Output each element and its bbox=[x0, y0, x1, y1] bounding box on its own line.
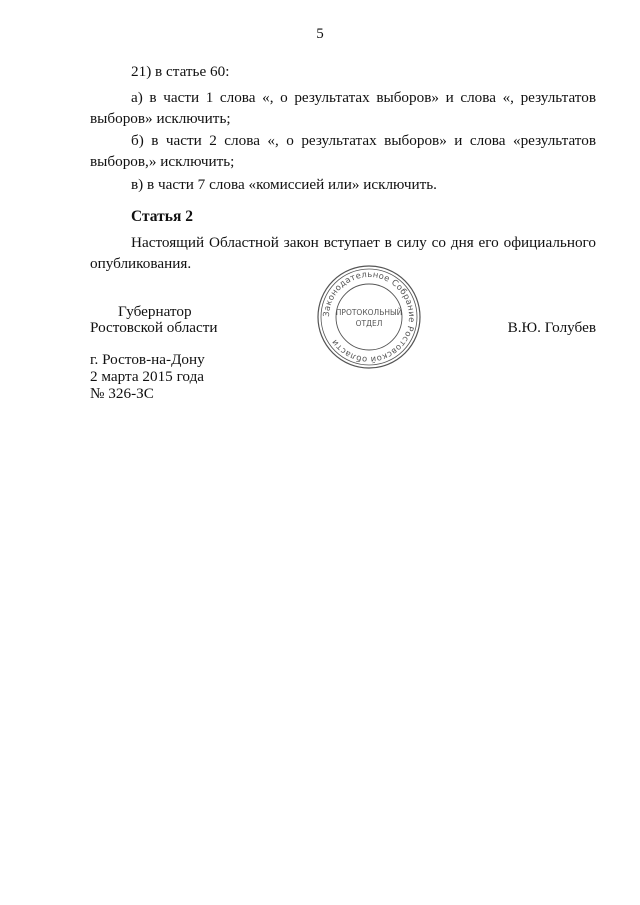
signatory-title: Губернатор bbox=[118, 303, 192, 320]
law-number: № 326-ЗС bbox=[90, 385, 154, 402]
date: 2 марта 2015 года bbox=[90, 368, 205, 385]
signatory-name: В.Ю. Голубев bbox=[507, 319, 596, 336]
official-seal bbox=[314, 262, 424, 372]
subitem-c: в) в части 7 слова «комиссией или» исключить. bbox=[131, 176, 437, 193]
svg-text:ОТДЕЛ: ОТДЕЛ bbox=[355, 319, 383, 328]
place-date-block bbox=[90, 351, 205, 402]
article-text: Настоящий Областной закон вступает в силу со дня его официального опубликования. bbox=[90, 234, 596, 272]
city: г. Ростов-на-Дону bbox=[90, 351, 205, 368]
article-heading: Статья 2 bbox=[131, 208, 193, 225]
subitem-b: б) в части 2 слова «, о результатах выборов» и слова «результатов выборов,» исключить; bbox=[90, 132, 596, 170]
svg-text:ПРОТОКОЛЬНЫЙ: ПРОТОКОЛЬНЫЙ bbox=[335, 308, 403, 317]
subitem-a: а) в части 1 слова «, о результатах выборов» и слова «, результатов выборов» исключить; bbox=[90, 89, 596, 127]
page-number: 5 bbox=[316, 26, 324, 42]
item-21: 21) в статье 60: bbox=[131, 63, 230, 80]
svg-text:Законодательное Собрание Росто: Законодательное Собрание Ростовской области bbox=[320, 268, 418, 366]
signatory-region: Ростовской области bbox=[90, 319, 218, 336]
